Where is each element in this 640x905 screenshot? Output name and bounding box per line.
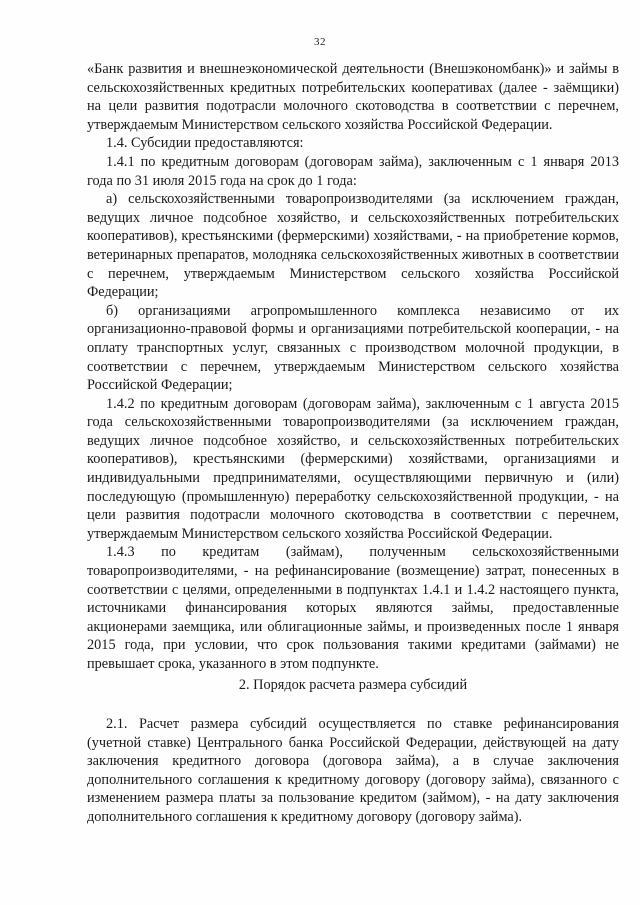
paragraph-1-4-1-a: а) сельскохозяйственными товаропроизводителями (за исключением граждан, ведущих личное подсобное хозяйство, и сельскохозяйственных потребительских кооперативов), крестьянскими (фермерскими) хозяйствами, - на приобретение кормов, ветеринарных препаратов, молодняка сельскохозяйственных животных в соответствии с перечнем, утверждаемым Министерством сельского хозяйства Российской Федерации; (87, 191, 619, 301)
page-number: 32 (314, 36, 326, 48)
paragraph-1-4: 1.4. Субсидии предоставляются: (106, 135, 304, 152)
paragraph-continuation: «Банк развития и внешнеэкономической деятельности (Внешэкономбанк)» и займы в сельскохозяйственных кредитных потребительских кооперативах (далее - заёмщики) на цели развития подотрасли молочного скотоводства в соответствии с перечнем, утверждаемым Министерством сельского хозяйства Российской Федерации. (87, 61, 619, 133)
document-body (87, 60, 619, 674)
paragraph-2-1: 2.1. Расчет размера субсидий осуществляется по ставке рефинансирования (учетной ставке) Центрального банка Российской Федерации, действующей на дату заключения кредитного договора (договора займа), а в случае заключения дополнительного соглашения к кредитному договору (договору займа), связанного с изменением размера платы за пользование кредитом (займом), - на дату заключения дополнительного соглашения к кредитному договору (договору займа). (87, 716, 619, 825)
paragraph-1-4-3: 1.4.3 по кредитам (займам), полученным сельскохозяйственными товаропроизводителями, - на рефинансирование (возмещение) затрат, понесенных в соответствии с целями, определенными в подпунктах 1.4.1 и 1.4.2 настоящего пункта, источниками финансирования которых являются займы, предоставленные акционерами заемщика, или облигационные займы, и произведенных после 1 января 2015 года, при условии, что срок пользования такими кредитами (займами) не превышает срока, указанного в этом подпункте. (87, 544, 619, 672)
section-heading: 2. Порядок расчета размера субсидий (238, 677, 468, 693)
section-body (87, 715, 619, 827)
paragraph-1-4-2: 1.4.2 по кредитным договорам (договорам займа), заключенным с 1 августа 2015 года сельскохозяйственными товаропроизводителями (за исключением граждан, ведущих личное подсобное хозяйство, и сельскохозяйственных потребительских кооперативов), крестьянскими (фермерскими) хозяйствами, организациями и индивидуальными предпринимателями, осуществляющими первичную и (или) последующую (промышленную) переработку сельскохозяйственной продукции, - на цели развития подотрасли молочного скотоводства в соответствии с перечнем, утверждаемым Министерством сельского хозяйства Российской Федерации. (87, 395, 619, 542)
paragraph-1-4-1-b: б) организациями агропромышленного комплекса независимо от их организационно-правовой формы и организациями потребительской кооперации, - на оплату транспортных услуг, связанных с производством молочной продукции, в соответствии с перечнем, утверждаемым Министерством сельского хозяйства Российской Федерации; (87, 302, 619, 394)
paragraph-1-4-1: 1.4.1 по кредитным договорам (договорам займа), заключенным с 1 января 2013 года по 31 июля 2015 года на срок до 1 года: (87, 153, 619, 189)
